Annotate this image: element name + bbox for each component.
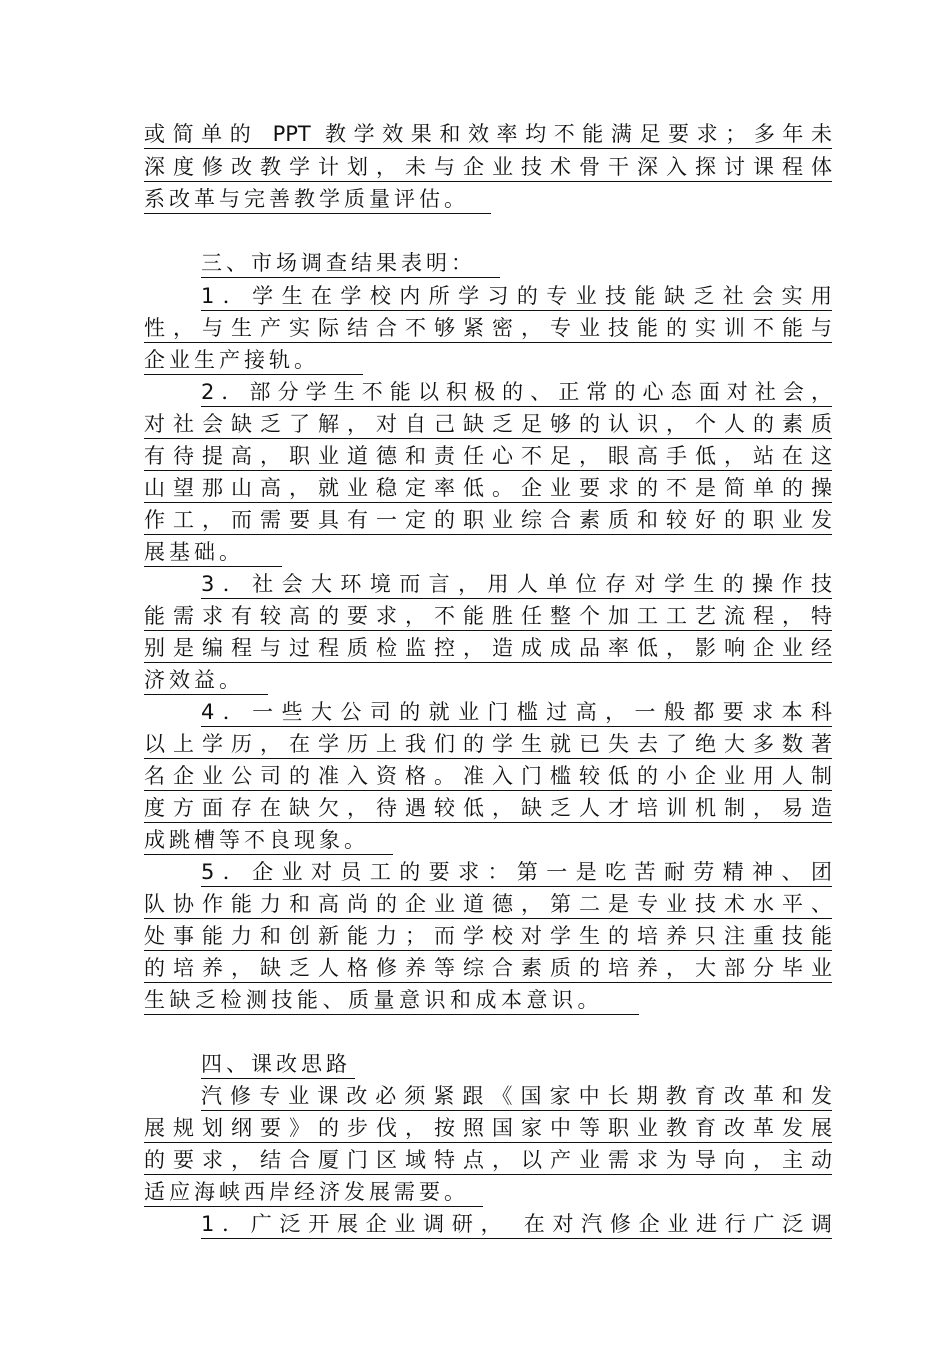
text-line (144, 636, 832, 663)
text-line (144, 348, 832, 375)
line-text: 济效益。 (144, 668, 268, 695)
line-text: 展基础。 (144, 540, 282, 567)
line-text: 作工，而需要具有一定的职业综合素质和较好的职业发 (144, 508, 832, 535)
text-line (144, 444, 832, 471)
line-text: 1．学生在学校内所学习的专业技能缺乏社会实用 (201, 284, 832, 311)
text-line (144, 764, 832, 791)
text-line (201, 1212, 832, 1239)
text-line (144, 122, 832, 149)
text-line (144, 1180, 832, 1207)
text-line (144, 476, 832, 503)
line-text: 的培养，缺乏人格修养等综合素质的培养，大部分毕业 (144, 956, 832, 983)
line-text: 适应海峡西岸经济发展需要。 (144, 1180, 483, 1207)
line-text: 以上学历，在学历上我们的学生就已失去了绝大多数著 (144, 732, 832, 759)
line-text: 处事能力和创新能力；而学校对学生的培养只注重技能 (144, 924, 832, 951)
line-text: 系改革与完善教学质量评估。 (144, 187, 491, 214)
text-line (144, 540, 832, 567)
line-text: 别是编程与过程质检监控，造成成品率低，影响企业经 (144, 636, 832, 663)
line-text: 性，与生产实际结合不够紧密，专业技能的实训不能与 (144, 316, 832, 343)
line-text: 山望那山高，就业稳定率低。企业要求的不是简单的操 (144, 476, 832, 503)
line-text: 1．广泛开展企业调研， 在对汽修企业进行广泛调 (201, 1212, 832, 1239)
text-line (144, 732, 832, 759)
section-heading-text: 三、市场调查结果表明： (201, 251, 500, 278)
text-line (144, 828, 832, 855)
text-line (144, 668, 832, 695)
line-text: 企业生产接轨。 (144, 348, 363, 375)
text-line (144, 924, 832, 951)
line-text: 有待提高，职业道德和责任心不足，眼高手低，站在这 (144, 444, 832, 471)
line-text: 深度修改教学计划，未与企业技术骨干深入探讨课程体 (144, 155, 832, 182)
text-line (201, 572, 832, 599)
section-heading-text: 四、课改思路 (201, 1052, 355, 1079)
text-line (201, 1084, 832, 1111)
line-text: 队协作能力和高尚的企业道德，第二是专业技术水平、 (144, 892, 832, 919)
text-line (144, 155, 832, 182)
text-line (201, 860, 832, 887)
section-heading (201, 1052, 832, 1079)
text-line (201, 700, 832, 727)
text-line (144, 412, 832, 439)
line-text: 的要求，结合厦门区域特点，以产业需求为导向，主动 (144, 1148, 832, 1175)
line-text: 生缺乏检测技能、质量意识和成本意识。 (144, 988, 639, 1015)
line-text: 2．部分学生不能以积极的、正常的心态面对社会， (201, 380, 832, 407)
text-line (144, 1116, 832, 1143)
text-line (201, 284, 832, 311)
section-heading (201, 251, 832, 278)
text-line (144, 892, 832, 919)
line-text: 汽修专业课改必须紧跟《国家中长期教育改革和发 (201, 1084, 832, 1111)
line-text: 能需求有较高的要求，不能胜任整个加工工艺流程，特 (144, 604, 832, 631)
text-line (201, 380, 832, 407)
text-line (144, 508, 832, 535)
line-text: 展规划纲要》的步伐，按照国家中等职业教育改革发展 (144, 1116, 832, 1143)
line-text: 对社会缺乏了解，对自己缺乏足够的认识，个人的素质 (144, 412, 832, 439)
line-text: 5．企业对员工的要求：第一是吃苦耐劳精神、团 (201, 860, 832, 887)
line-text: 度方面存在缺欠，待遇较低，缺乏人才培训机制，易造 (144, 796, 832, 823)
text-line (144, 316, 832, 343)
text-line (144, 796, 832, 823)
line-text: 成跳槽等不良现象。 (144, 828, 393, 855)
text-line (144, 1148, 832, 1175)
line-text: 或简单的 PPT 教学效果和效率均不能满足要求；多年未 (144, 122, 832, 149)
text-line (144, 988, 832, 1015)
line-text: 3．社会大环境而言，用人单位存对学生的操作技 (201, 572, 832, 599)
text-line (144, 604, 832, 631)
text-line (144, 187, 832, 214)
line-text: 4．一些大公司的就业门槛过高，一般都要求本科 (201, 700, 832, 727)
line-text: 名企业公司的准入资格。准入门槛较低的小企业用人制 (144, 764, 832, 791)
text-line (144, 956, 832, 983)
